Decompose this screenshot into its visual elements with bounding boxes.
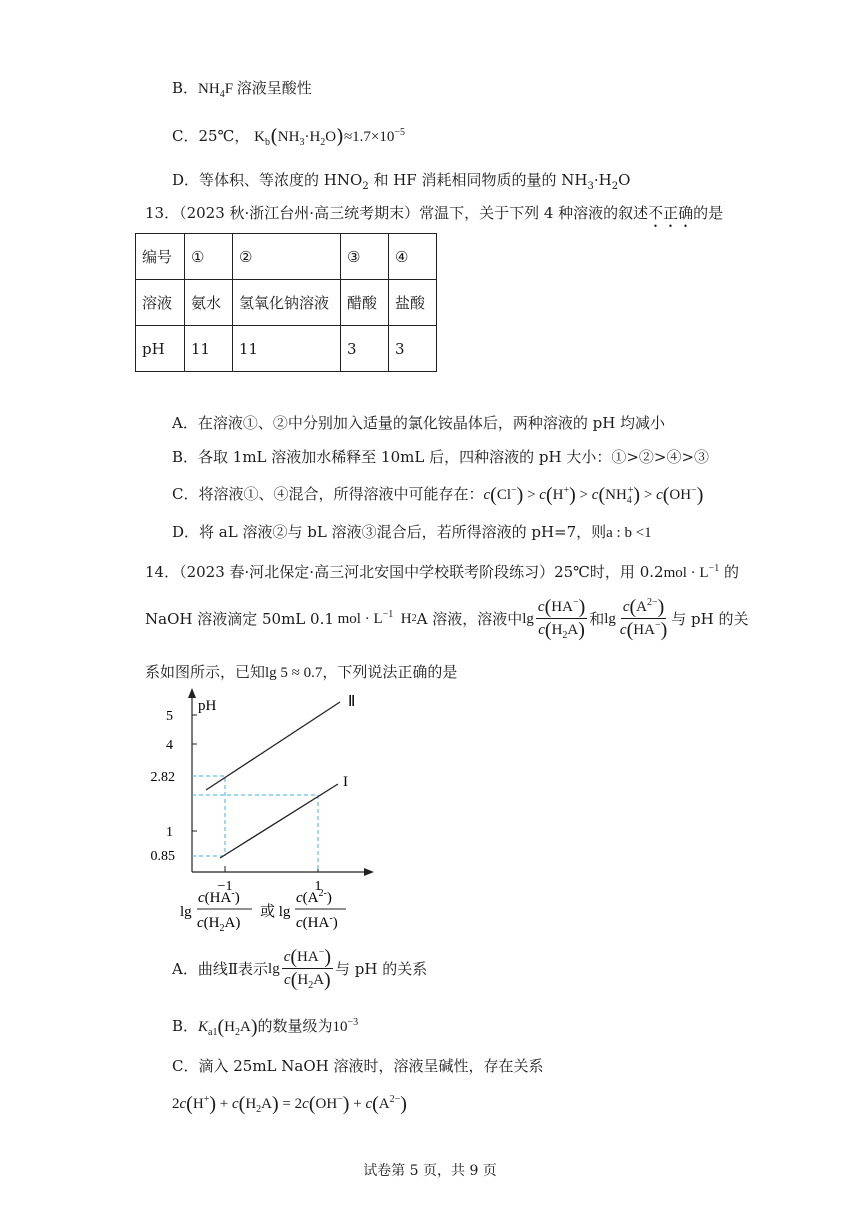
y-tick-label: 4: [166, 738, 173, 753]
guide-line-x1: [192, 795, 318, 872]
table-row: [136, 326, 437, 372]
table-cell: ②: [233, 234, 341, 280]
svg-text:lg: lg: [180, 904, 192, 920]
table-cell: ④: [389, 234, 437, 280]
table-cell: 氨水: [185, 280, 233, 326]
table-row: [136, 280, 437, 326]
table-cell: 3: [341, 326, 389, 372]
fraction: $\frac{c(A^{2-})}{c(HA^-)}$: [619, 596, 668, 641]
table-cell: ①: [185, 234, 233, 280]
table-row: [136, 234, 437, 280]
x-axis-arrow: [364, 868, 374, 876]
table-cell: 11: [233, 326, 341, 372]
q14-option-c-equation: $2c(H^+) + c(H_2A) = 2c(OH^-) + c(A^{2-})$: [172, 1093, 407, 1115]
option-b-prev: B．$NH_4F$ 溶液呈酸性: [172, 79, 312, 100]
table-cell: 盐酸: [389, 280, 437, 326]
q14-option-a: A．曲线Ⅱ表示 lg $\frac{c(HA^-)}{c(H_2A)}$ 与 pH 的关系: [172, 946, 428, 991]
emphasized-text: 不正确: [648, 204, 694, 222]
ph-graph: [140, 680, 380, 940]
series-line-II: [206, 702, 340, 790]
series-label-II: Ⅱ: [348, 694, 356, 710]
page-footer: 试卷第 5 页，共 9 页: [363, 1163, 497, 1179]
q13-option-d: D．将 aL 溶液②与 bL 溶液③混合后，若所得溶液的 pH=7，则a : b <1: [172, 523, 652, 541]
y-tick-label: 0.85: [150, 849, 175, 864]
table-cell: 氢氧化钠溶液: [233, 280, 341, 326]
table-cell: 溶液: [136, 280, 185, 326]
svg-text:或 lg: 或 lg: [260, 904, 291, 920]
q13-option-c: C．将溶液①、④混合，所得溶液中可能存在：$c(Cl^-) > c(H^+) > c(NH_4^+) > c(OH^-)$: [172, 484, 704, 506]
y-axis-arrow: [188, 688, 196, 698]
q14-option-b: B．$K_{a1}(H_2A)$的数量级为$10^{-3}$: [172, 1016, 359, 1038]
q14-stem-line3: 系如图所示，已知lg 5 ≈ 0.7，下列说法正确的是: [145, 663, 458, 681]
table-cell: ③: [341, 234, 389, 280]
x-axis-label: [180, 888, 346, 934]
y-tick-label: 2.82: [150, 770, 175, 785]
x-tick-label: −1: [217, 879, 233, 894]
q13-option-a: A．在溶液①、②中分别加入适量的氯化铵晶体后，两种溶液的 pH 均减小: [172, 414, 666, 432]
solution-table: [135, 233, 437, 372]
q13-option-b: B．各取 1mL 溶液加水稀释至 10mL 后，四种溶液的 pH 大小：①>②>④>③: [172, 448, 710, 466]
svg-text:c(HA-): c(HA-): [296, 913, 338, 931]
x-tick-label: 1: [314, 879, 322, 894]
fraction: $\frac{c(HA^-)}{c(H_2A)}$: [283, 946, 332, 991]
svg-text:c(A2-): $c(A^{2-})$: [296, 888, 332, 906]
svg-text:c(H2A): $c(H_2A)$: [197, 915, 241, 934]
table-cell: 醋酸: [341, 280, 389, 326]
series-label-I: I: [343, 774, 348, 790]
option-c-prev: C．25℃， $K_b(NH_3\cdot H_2O)\approx 1.7\times 10^{-5}$: [172, 124, 406, 148]
y-tick-label: 5: [166, 709, 173, 724]
svg-text:c(HA-): c(HA-): [198, 888, 240, 906]
option-d-prev: D．等体积、等浓度的 $HNO_2$ 和 HF 消耗相同物质的量的 $NH_3\cdot H_2O$: [172, 171, 631, 192]
table-cell: 3: [389, 326, 437, 372]
q13-stem: 13．（2023 秋·浙江台州·高三统考期末）常温下，关于下列 4 种溶液的叙述不正确的是: [145, 204, 724, 222]
y-axis-label: pH: [198, 698, 217, 714]
table-cell: 11: [185, 326, 233, 372]
fraction: $\frac{c(HA^-)}{c(H_2A)}$: [537, 596, 586, 641]
table-cell: pH: [136, 326, 185, 372]
q14-stem-line1: 14．（2023 春·河北保定·高三河北安国中学校联考阶段练习）25℃时，用 $0.2mol \cdot L^{-1}$ 的: [145, 563, 739, 581]
table-cell: 编号: [136, 234, 185, 280]
y-tick-label: 1: [166, 825, 173, 840]
q14-stem-line2: NaOH 溶液滴定 50mL 0.1 mol · $L^{-1}$ H 2 A 溶液，溶液中 lg $\frac{c(HA^-)}{c(H_2A)}$ 和 lg $\frac{c(A^{2-})}{c(HA^-)}$ 与 pH 的关: [145, 596, 749, 641]
q14-option-c: C．滴入 25mL NaOH 溶液时，溶液呈碱性，存在关系: [172, 1057, 544, 1075]
